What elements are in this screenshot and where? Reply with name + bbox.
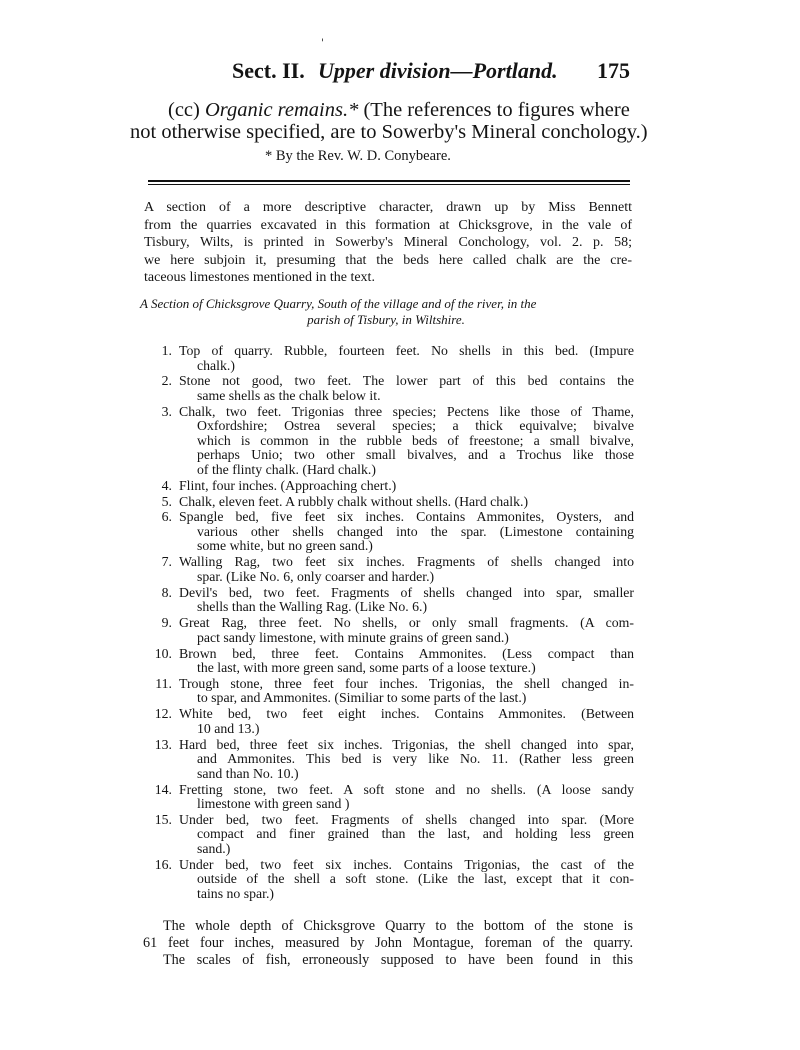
stratum-text — [179, 586, 634, 615]
closing-paragraph — [143, 918, 633, 969]
stratum-item — [148, 616, 634, 645]
top-mark: ' — [321, 38, 324, 49]
stratum-line: tains no spar.) — [197, 885, 275, 901]
stratum-line: sand than No. 10.) — [197, 765, 299, 781]
intro-line: we here subjoin it, presuming that the beds here called chalk are the cre- — [144, 252, 632, 268]
stratum-line: Hard bed, three feet six inches. Trigonias, the shell changed into spar, — [179, 736, 634, 752]
stratum-line: sand.) — [197, 840, 231, 856]
stratum-text — [179, 677, 634, 706]
page-number: 175 — [597, 58, 630, 83]
caption-line-1: A Section of Chicksgrove Quarry, South of the village and of the river, in the — [140, 296, 537, 311]
stratum-line: Chalk, two feet. Trigonias three species; Pectens like those of Thame, — [179, 403, 634, 419]
stratum-item — [148, 586, 634, 615]
stratum-line: Top of quarry. Rubble, fourteen feet. No shells in this bed. (Impure — [179, 343, 634, 358]
stratum-number: 11. — [155, 675, 172, 691]
stratum-line: Fretting stone, two feet. A soft stone and no shells. (A loose sandy — [179, 781, 634, 797]
stratum-line: Oxfordshire; Ostrea several species; a thick equivalve; bivalve — [197, 418, 634, 434]
stratum-text — [179, 738, 634, 782]
strata-list — [148, 344, 634, 903]
running-header — [160, 58, 630, 92]
stratum-text — [179, 813, 634, 857]
stratum-line: outside of the shell a soft stone. (Like the last, except that it con- — [197, 871, 634, 887]
stratum-item — [148, 783, 634, 812]
heading-line-1 — [130, 99, 650, 121]
footnote-byline: * By the Rev. W. D. Conybeare. — [265, 148, 451, 164]
stratum-text — [179, 510, 634, 554]
stratum-number: 16. — [154, 856, 172, 872]
stratum-text — [179, 707, 634, 736]
stratum-number: 14. — [154, 781, 172, 797]
stratum-line: which is common in the rubble beds of freestone; a small bivalve, — [197, 432, 634, 448]
stratum-item — [148, 344, 634, 373]
section-caption — [140, 296, 632, 328]
stratum-number: 7. — [161, 554, 172, 570]
caption-line-2: parish of Tisbury, in Wiltshire. — [307, 312, 465, 327]
stratum-line: 10 and 13.) — [197, 720, 260, 736]
stratum-line: Under bed, two feet. Fragments of shells changed into spar. (More — [179, 811, 634, 827]
stratum-line: Devil's bed, two feet. Fragments of shells changed into spar, smaller — [179, 584, 634, 600]
stratum-line: compact and finer grained than the last, and holding less green — [197, 826, 634, 842]
stratum-text — [179, 783, 634, 812]
heading-italic: Organic remains.* — [204, 99, 359, 121]
stratum-line: to spar, and Ammonites. (Similiar to some parts of the last.) — [197, 690, 527, 706]
stratum-text — [179, 555, 634, 584]
intro-line: Tisbury, Wilts, is printed in Sowerby's Mineral Conchology, vol. 2. p. 58; — [144, 235, 632, 250]
heading-prefix: (cc) — [168, 99, 200, 121]
stratum-text — [179, 495, 634, 510]
closing-line: The scales of fish, erroneously supposed to have been found in this — [163, 952, 633, 968]
stratum-line: chalk.) — [197, 357, 235, 373]
stratum-number: 3. — [161, 403, 172, 419]
intro-paragraph — [144, 199, 632, 287]
stratum-number: 9. — [161, 615, 172, 631]
section-heading — [130, 99, 650, 143]
stratum-line: some white, but no green sand.) — [197, 538, 373, 554]
stratum-line: of the flinty chalk. (Hard chalk.) — [197, 461, 376, 477]
stratum-number: 15. — [154, 811, 172, 827]
closing-line: 61 feet four inches, measured by John Montague, foreman of the quarry. — [143, 935, 633, 951]
stratum-line: same shells as the chalk below it. — [197, 387, 381, 403]
stratum-item — [148, 738, 634, 782]
divider-rule-thick — [148, 180, 630, 182]
heading-rest: (The references to figures where — [363, 99, 630, 121]
stratum-number: 12. — [154, 706, 172, 722]
stratum-line: spar. (Like No. 6, only coarser and harder.) — [197, 568, 435, 584]
stratum-text — [179, 616, 634, 645]
stratum-line: Stone not good, two feet. The lower part of this bed contains the — [179, 373, 634, 389]
stratum-text — [179, 479, 634, 494]
stratum-number: 4. — [161, 477, 172, 493]
stratum-line: perhaps Unio; two other small bivalves, and a Trochus like those — [197, 447, 634, 463]
stratum-number: 2. — [161, 373, 172, 389]
stratum-line: shells than the Walling Rag. (Like No. 6.) — [197, 599, 428, 615]
stratum-item — [148, 405, 634, 478]
divider-rule-thin — [148, 184, 630, 185]
stratum-line: limestone with green sand ) — [197, 796, 350, 812]
stratum-line: Trough stone, three feet four inches. Trigonias, the shell changed in- — [179, 675, 634, 691]
stratum-text — [179, 858, 634, 902]
stratum-text — [179, 647, 634, 676]
stratum-item — [148, 479, 634, 494]
stratum-number: 8. — [161, 584, 172, 600]
stratum-item — [148, 495, 634, 510]
closing-line: The whole depth of Chicksgrove Quarry to the bottom of the stone is — [163, 918, 633, 934]
stratum-line: White bed, two feet eight inches. Contains Ammonites. (Between — [179, 706, 634, 722]
stratum-item — [148, 813, 634, 857]
stratum-item — [148, 858, 634, 902]
stratum-line: the last, with more green sand, some parts of a loose texture.) — [197, 660, 536, 676]
intro-line: taceous limestones mentioned in the text. — [144, 270, 375, 285]
stratum-line: Flint, four inches. (Approaching chert.) — [179, 477, 397, 493]
stratum-number: 6. — [161, 509, 172, 525]
stratum-item — [148, 647, 634, 676]
header-title: Upper division—Portland. — [318, 58, 558, 83]
stratum-line: Great Rag, three feet. No shells, or only small fragments. (A com- — [179, 615, 634, 631]
stratum-item — [148, 510, 634, 554]
stratum-item — [148, 374, 634, 403]
stratum-line: pact sandy limestone, with minute grains of green sand.) — [197, 629, 509, 645]
stratum-line: Under bed, two feet six inches. Contains Trigonias, the cast of the — [179, 856, 634, 872]
stratum-item — [148, 677, 634, 706]
stratum-text — [179, 405, 634, 478]
stratum-number: 10. — [154, 645, 172, 661]
heading-line-2: not otherwise specified, are to Sowerby's Mineral conchology.) — [130, 121, 648, 143]
intro-line: from the quarries excavated in this formation at Chicksgrove, in the vale of — [144, 217, 632, 233]
stratum-line: Chalk, eleven feet. A rubbly chalk without shells. (Hard chalk.) — [179, 493, 529, 509]
stratum-line: Spangle bed, five feet six inches. Contains Ammonites, Oysters, and — [179, 509, 634, 525]
stratum-text — [179, 374, 634, 403]
stratum-number: 13. — [154, 736, 172, 752]
stratum-text — [179, 344, 634, 373]
stratum-line: various other shells changed into the spar. (Limestone containing — [197, 523, 634, 539]
stratum-number: 1. — [161, 343, 172, 358]
stratum-line: Brown bed, three feet. Contains Ammonites. (Less compact than — [179, 645, 634, 661]
stratum-item — [148, 707, 634, 736]
intro-line: A section of a more descriptive character, drawn up by Miss Bennett — [144, 200, 632, 215]
stratum-item — [148, 555, 634, 584]
stratum-number: 5. — [161, 493, 172, 509]
stratum-line: Walling Rag, two feet six inches. Fragments of shells changed into — [179, 554, 634, 570]
header-section: Sect. II. — [232, 58, 305, 83]
stratum-line: and Ammonites. This bed is very like No. 11. (Rather less green — [197, 751, 634, 767]
